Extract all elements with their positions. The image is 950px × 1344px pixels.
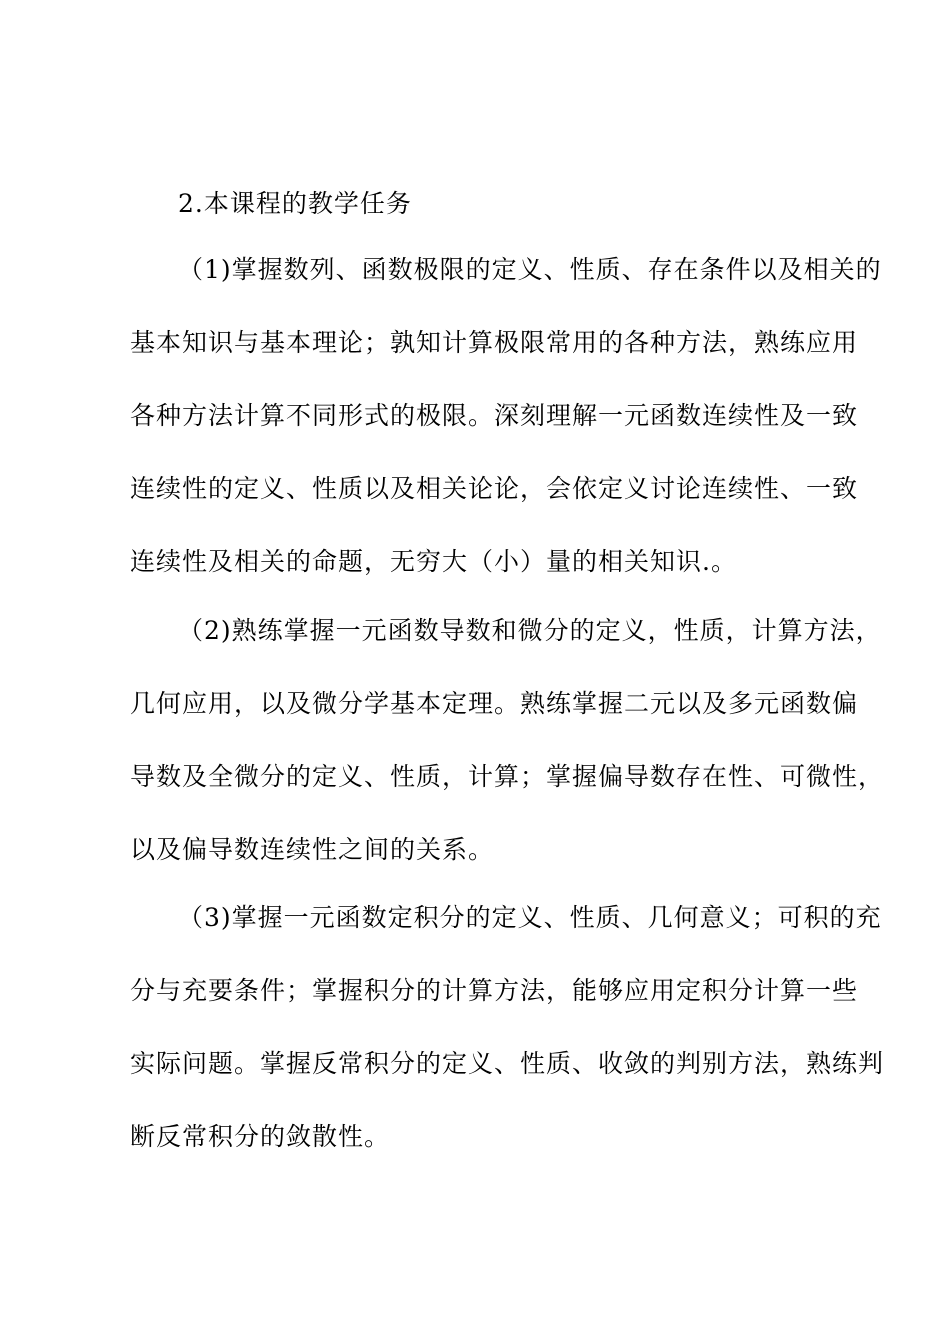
paragraph-line: （3)掌握一元函数定积分的定义、性质、几何意义；可积的充 — [178, 903, 882, 932]
paragraph-line: 分与充要条件；掌握积分的计算方法，能够应用定积分计算一些 — [130, 976, 859, 1005]
paragraph-line: 连续性及相关的命题，无穷大（小）量的相关知识.。 — [130, 547, 737, 576]
paragraph-line: 导数及全微分的定义、性质，计算；掌握偏导数存在性、可微性， — [130, 762, 885, 791]
paragraph-line: （1)掌握数列、函数极限的定义、性质、存在条件以及相关的 — [178, 255, 882, 284]
paragraph-line: 连续性的定义、性质以及相关论论，会依定义讨论连续性、一致 — [130, 474, 859, 503]
paragraph-line: 以及偏导数连续性之间的关系。 — [130, 835, 495, 864]
paragraph-line: 断反常积分的敛散性。 — [130, 1122, 391, 1151]
paragraph-line: 各种方法计算不同形式的极限。深刻理解一元函数连续性及一致 — [130, 401, 859, 430]
paragraph-line: 实际问题。掌握反常积分的定义、性质、收敛的判别方法，熟练判 — [130, 1049, 885, 1078]
paragraph-line: 基本知识与基本理论；孰知计算极限常用的各种方法，熟练应用 — [130, 328, 859, 357]
paragraph-line: （2)熟练掌握一元函数导数和微分的定义，性质，计算方法， — [178, 616, 882, 645]
section-heading: 2.本课程的教学任务 — [178, 189, 412, 218]
paragraph-line: 几何应用，以及微分学基本定理。熟练掌握二元以及多元函数偏 — [130, 689, 859, 718]
